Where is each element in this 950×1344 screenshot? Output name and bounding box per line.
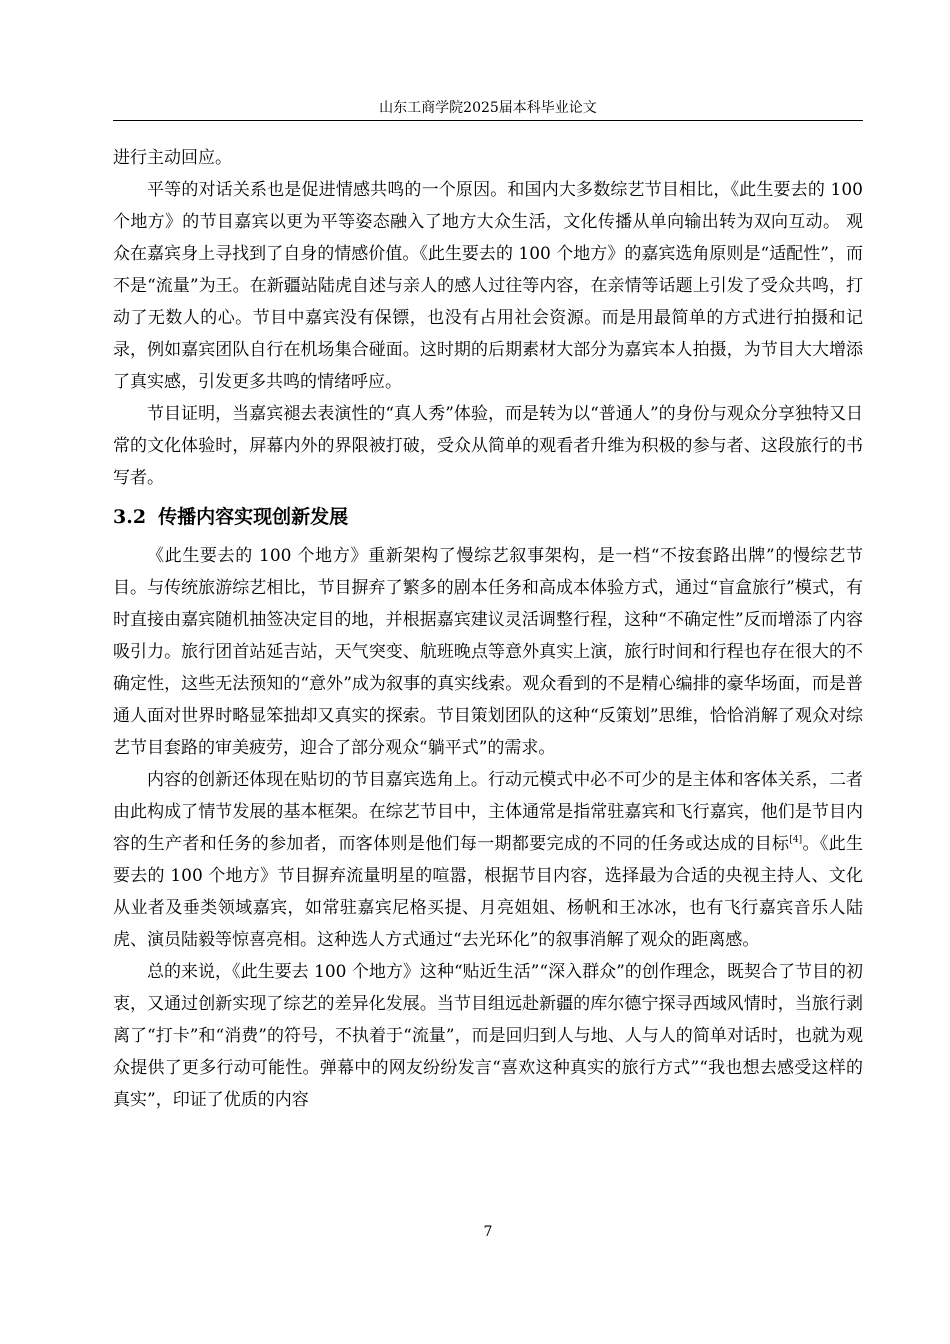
paragraph: 进行主动回应。 — [113, 148, 232, 168]
section-number: 3.2 — [113, 506, 147, 528]
section-heading — [113, 500, 863, 534]
paragraph — [113, 764, 863, 956]
header-rule — [113, 120, 863, 121]
citation-ref: [4] — [789, 835, 803, 845]
section-title: 传播内容实现创新发展 — [158, 506, 349, 528]
paragraph: 平等的对话关系也是促进情感共鸣的一个原因。和国内大多数综艺节目相比，《此生要去的 100 个地方》的节目嘉宾以更为平等姿态融入了地方大众生活，文化传播从单向输出转为双向互动。 观众在嘉宾身上寻找到了自身的情感价值。《此生要去的 100 个地方》的嘉宾选角原则是“适配性”，而不是“流量”为王。在新疆站陆虎自述与亲人的感人过往等内容，在亲情等话题上引发了受众共鸣，打动了无数人的心。节目中嘉宾没有保镖，也没有占用社会资源。而是用最简单的方式进行拍摄和记录，例如嘉宾团队自行在机场集合碰面。这时期的后期素材大部分为嘉宾本人拍摄，为节目大大增添了真实感，引发更多共鸣的情绪呼应。 — [113, 180, 863, 392]
page-body — [113, 142, 863, 1116]
paragraph-text: 。《此生要去的 100 个地方》节目摒弃流量明星的喧嚣，根据节目内容，选择最为合适的央视主持人、文化从业者及垂类领域嘉宾，如常驻嘉宾尼格买提、月亮姐姐、杨帆和王冰冰，也有飞行嘉宾音乐人陆虎、演员陆毅等惊喜亮相。这种选人方式通过“去光环化”的叙事消解了观众的距离感。 — [113, 834, 864, 950]
page-number: 7 — [483, 1224, 493, 1240]
running-header: 山东工商学院2025届本科毕业论文 — [379, 100, 597, 116]
paragraph: 总的来说，《此生要去 100 个地方》这种“贴近生活”“深入群众”的创作理念，既契合了节目的初衷，又通过创新实现了综艺的差异化发展。当节目组远赴新疆的库尔德宁探寻西域风情时，当旅行剥离了“打卡”和“消费”的符号，不执着于“流量”，而是回归到人与地、人与人的简单对话时，也就为观众提供了更多行动可能性。弹幕中的网友纷纷发言“喜欢这种真实的旅行方式”“我也想去感受这样的真实”，印证了优质的内容 — [113, 962, 863, 1110]
paragraph: 节目证明，当嘉宾褪去表演性的“真人秀”体验，而是转为以“普通人”的身份与观众分享独特又日常的文化体验时，屏幕内外的界限被打破，受众从简单的观看者升维为积极的参与者、这段旅行的书写者。 — [113, 404, 863, 488]
paragraph-text: 内容的创新还体现在贴切的节目嘉宾选角上。行动元模式中必不可少的是主体和客体关系，二者由此构成了情节发展的基本框架。在综艺节目中，主体通常是指常驻嘉宾和飞行嘉宾，他们是节目内容的生产者和任务的参加者，而客体则是他们每一期都要完成的不同的任务或达成的目标 — [113, 770, 863, 854]
paragraph: 《此生要去的 100 个地方》重新架构了慢综艺叙事架构，是一档“不按套路出牌”的慢综艺节目。与传统旅游综艺相比，节目摒弃了繁多的剧本任务和高成本体验方式，通过“盲盒旅行”模式，有时直接由嘉宾随机抽签决定目的地，并根据嘉宾建议灵活调整行程，这种“不确定性”反而增添了内容吸引力。旅行团首站延吉站，天气突变、航班晚点等意外真实上演，旅行时间和行程也存在很大的不确定性，这些无法预知的“意外”成为叙事的真实线索。观众看到的不是精心编排的豪华场面，而是普通人面对世界时略显笨拙却又真实的探索。节目策划团队的这种“反策划”思维，恰恰消解了观众对综艺节目套路的审美疲劳，迎合了部分观众“躺平式”的需求。 — [113, 546, 863, 758]
